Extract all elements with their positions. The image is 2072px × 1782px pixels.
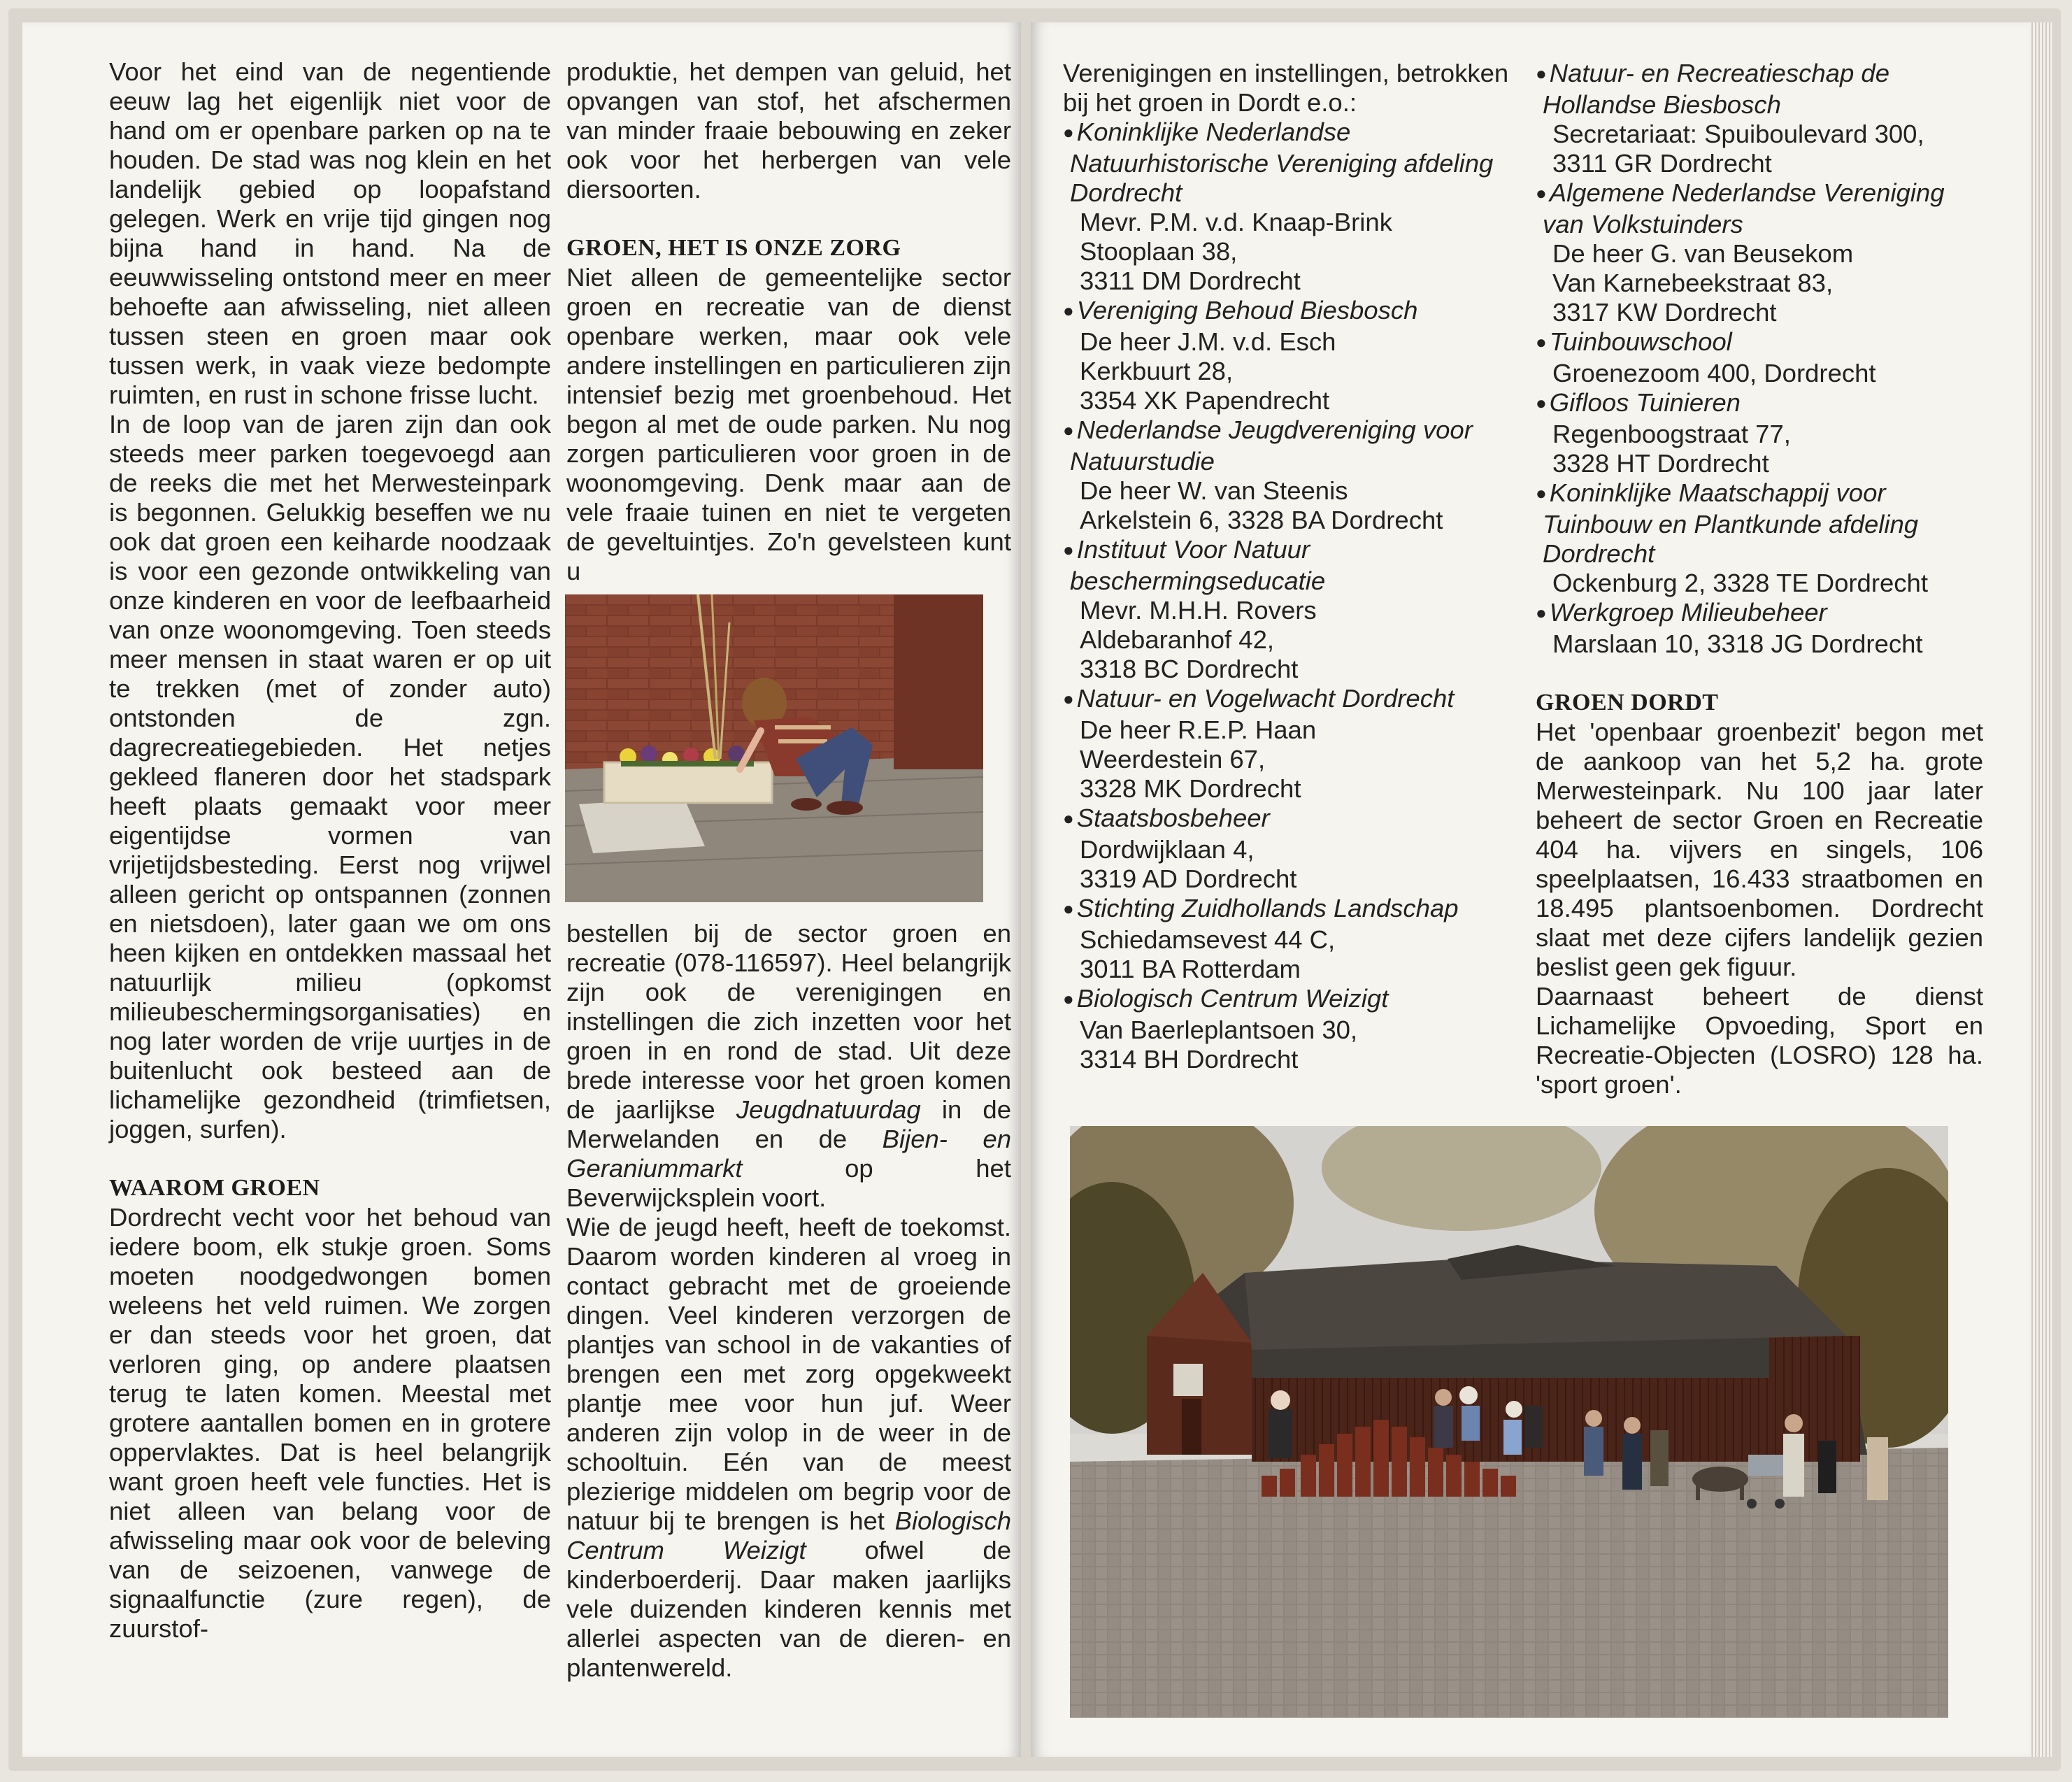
organization-entry	[1063, 804, 1516, 894]
organization-entry	[1536, 178, 1983, 327]
bestellen-text-a: bestellen bij de sector groen en recreatie (078-116597). Heel belangrijk zijn ook de verenigingen en instellingen die zich inzetten voor het groen in en rond de stad. Uit deze brede interesse voor het groen komen de jaarlijkse	[566, 919, 1011, 1124]
continuation-paragraph: produktie, het dempen van geluid, het opvangen van stof, het afschermen van minder fraaie bebouwing en zeker ook voor het herbergen van vele diersoorten.	[566, 57, 1011, 204]
organization-name-text: Natuur- en Vogelwacht Dordrecht	[1076, 684, 1455, 713]
organization-entry	[1063, 684, 1516, 804]
organization-name-text: Vereniging Behoud Biesbosch	[1076, 296, 1418, 325]
middle-column-bottom	[566, 919, 1011, 1683]
jeugd-text-a: Wie de jeugd heeft, heeft de toekomst. Daarom worden kinderen al vroeg in contact gebracht met de groeiende dingen. Veel kinderen verzorgen de plantjes van school in de vakanties of brengen een met zorg opgekweekt plantje mee voor hun juf. Weer anderen zijn volop in de weer in de schooltuin. Eén van de meest plezierige middelen om begrip voor de natuur bij te brengen is het	[566, 1213, 1011, 1535]
organization-address-line: De heer G. van Beusekom	[1552, 239, 1854, 268]
organization-address-line: Regenboogstraat 77,	[1552, 420, 1791, 448]
losro-paragraph: Daarnaast beheert de dienst Lichamelijke Opvoeding, Sport en Recreatie-Objecten (LOSRO) 128 ha. 'sport groen'.	[1536, 982, 1983, 1099]
jeugd-text-b: ofwel de kinderboerderij. Daar maken jaarlijks vele duizenden kinderen kennis met allerlei aspecten van de dieren- en plantenwereld.	[566, 1536, 1011, 1682]
organization-name-text: Stichting Zuidhollands Landschap	[1076, 894, 1459, 922]
organization-name	[1063, 296, 1516, 327]
organization-address-line: Kerkbuurt 28,	[1080, 357, 1234, 385]
organization-address-line: Dordwijklaan 4,	[1080, 835, 1255, 864]
organization-entry	[1536, 388, 1983, 478]
organization-address-line: 3319 AD Dordrecht	[1080, 864, 1297, 893]
organization-address-line: De heer J.M. v.d. Esch	[1080, 327, 1336, 356]
middle-column-top	[566, 57, 1011, 586]
organization-address-line: 3328 HT Dordrecht	[1552, 449, 1769, 478]
organization-address-line: Van Karnebeekstraat 83,	[1552, 269, 1834, 297]
bijenmarkt-text: Bijen- en Geraniummarkt	[566, 1125, 1011, 1183]
organization-name	[1536, 59, 1983, 120]
heading-groen-onze-zorg: GROEN, HET IS ONZE ZORG	[566, 235, 901, 261]
photo-kinderboerderij	[1070, 1126, 1948, 1718]
organization-address-line: 3317 KW Dordrecht	[1552, 298, 1777, 327]
organization-name	[1063, 415, 1516, 476]
jeugdnatuurdag-text: Jeugdnatuurdag	[736, 1095, 921, 1124]
bullet-icon: ●	[1536, 183, 1547, 204]
organization-name	[1536, 178, 1983, 239]
organization-name	[1063, 804, 1516, 835]
organization-name-text: Koninklijke Nederlandse Natuurhistorische Vereniging afdeling Dordrecht	[1070, 117, 1494, 207]
organization-address-line: Groenezoom 400, Dordrecht	[1552, 359, 1876, 387]
organization-name-text: Natuur- en Recreatieschap de Hollandse Biesbosch	[1543, 59, 1889, 119]
bestellen-text-c: op het Beverwijcksplein voort.	[566, 1154, 1011, 1212]
organization-address-line: Van Baerleplantsoen 30,	[1080, 1015, 1358, 1044]
bullet-icon: ●	[1536, 602, 1547, 623]
organization-address-line: Mevr. P.M. v.d. Knaap-Brink	[1080, 208, 1392, 236]
left-page	[22, 22, 1021, 1757]
waarom-groen-paragraph: Dordrecht vecht voor het behoud van iedere boom, elk stukje groen. Soms moeten noodgedwongen bomen weleens het veld ruimen. We zorgen er dan steeds voor het groen, dat verloren ging, op andere plaatsen terug te laten komen. Meestal met grotere aantallen bomen en in grotere oppervlaktes. Dat is heel belangrijk want groen heeft vele functies. Het is niet alleen van belang voor de afwisseling maar ook voor de beleving van de seizoenen, vanwege de signaalfunctie (zure regen), de zuurstof-	[109, 1203, 551, 1643]
organization-entry	[1536, 327, 1983, 388]
organization-address-line: 3314 BH Dordrecht	[1080, 1045, 1299, 1074]
bullet-icon: ●	[1536, 392, 1547, 413]
onze-zorg-paragraph: Niet alleen de gemeentelijke sector groen en recreatie van de dienst openbare werken, maar ook vele andere instellingen en particulieren zijn intensief bezig met groenbehoud. Het begon al met de oude parken. Nu nog zorgen particulieren voor groen in de woonomgeving. Denk maar aan de vele fraaie tuinen en niet te vergeten de geveltuintjes. Zo'n gevelsteen kunt u	[566, 263, 1011, 585]
organization-entry	[1063, 117, 1516, 296]
organization-name-text: Werkgroep Milieubeheer	[1549, 598, 1827, 627]
organization-name-text: Staatsbosbeheer	[1076, 804, 1270, 832]
bullet-icon: ●	[1063, 420, 1074, 441]
organization-name	[1063, 684, 1516, 715]
organization-name-text: Biologisch Centrum Weizigt	[1076, 984, 1389, 1013]
organization-entry	[1063, 894, 1516, 984]
organization-address-line: 3354 XK Papendrecht	[1080, 386, 1330, 415]
bullet-icon: ●	[1063, 988, 1074, 1009]
organization-name	[1536, 478, 1983, 569]
organization-address-line: 3011 BA Rotterdam	[1080, 955, 1301, 983]
organization-name	[1063, 535, 1516, 596]
organization-name-text: Algemene Nederlandse Vereniging van Volkstuinders	[1543, 178, 1945, 238]
bullet-icon: ●	[1063, 539, 1074, 560]
organization-entry	[1063, 296, 1516, 415]
organization-address-line: 3311 DM Dordrecht	[1080, 266, 1301, 295]
groen-dordt-paragraph: Het 'openbaar groenbezit' begon met de aankoop van het 5,2 ha. grote Merwesteinpark. Nu 100 jaar later beheert de sector Groen en Recreatie 404 ha. vijvers en singels, 106 speelplaatsen, 16.433 straatbomen en 18.495 plantsoenbomen. Dordrecht slaat met deze cijfers landelijk gezien beslist geen gek figuur.	[1536, 718, 1983, 981]
organization-name	[1536, 327, 1983, 359]
organizations-list-1	[1063, 117, 1516, 1074]
heading-waarom-groen: WAAROM GROEN	[109, 1175, 320, 1201]
organization-address-line: Ockenburg 2, 3328 TE Dordrecht	[1552, 569, 1928, 597]
organization-entry	[1536, 59, 1983, 178]
organization-name	[1063, 117, 1516, 208]
organization-address-line: Marslaan 10, 3318 JG Dordrecht	[1552, 629, 1923, 658]
organization-entry	[1063, 415, 1516, 535]
bullet-icon: ●	[1063, 688, 1074, 709]
bullet-icon: ●	[1536, 332, 1547, 352]
organizations-list-2	[1536, 59, 1983, 659]
organization-address-line: Aldebaranhof 42,	[1080, 625, 1275, 654]
jeugd-paragraph	[566, 1213, 1011, 1683]
organization-address-line: Weerdestein 67,	[1080, 745, 1266, 774]
organization-address-line: 3328 MK Dordrecht	[1080, 774, 1301, 803]
organization-address-line: Arkelstein 6, 3328 BA Dordrecht	[1080, 506, 1443, 534]
organization-name-text: Tuinbouwschool	[1549, 327, 1732, 356]
booklet-spread	[8, 8, 2061, 1771]
organization-address-line: 3318 BC Dordrecht	[1080, 655, 1299, 683]
organization-address-line: 3311 GR Dordrecht	[1552, 149, 1772, 178]
organization-name-text: Nederlandse Jeugdvereniging voor Natuurstudie	[1070, 415, 1473, 476]
organization-entry	[1063, 535, 1516, 684]
bullet-icon: ●	[1063, 808, 1074, 829]
left-column	[109, 57, 551, 1644]
bestellen-paragraph	[566, 919, 1011, 1213]
organization-address-line: Mevr. M.H.H. Rovers	[1080, 596, 1317, 625]
organizations-intro: Verenigingen en instellingen, betrokken bij het groen in Dordt e.o.:	[1063, 59, 1509, 117]
intro-paragraph: Voor het eind van de negentiende eeuw lag het eigenlijk niet voor de hand om er openbare parken op na te houden. De stad was nog klein en het landelijk gebied op loopafstand gelegen. Werk en vrije tijd gingen nog bijna hand in hand. Na de eeuwwisseling ontstond meer en meer behoefte aan afwisseling, niet alleen tussen steen en groen maar ook tussen werk, in vaak vieze bedompte ruimten, en rust in schone frisse lucht.	[109, 57, 551, 409]
organization-address-line: Schiedamsevest 44 C,	[1080, 925, 1336, 954]
organization-name-text: Koninklijke Maatschappij voor Tuinbouw en Plantkunde afdeling Dordrecht	[1543, 478, 1919, 568]
organization-name	[1063, 984, 1516, 1015]
organization-name-text: Instituut Voor Natuur beschermingseducatie	[1070, 535, 1326, 595]
organization-address-line: De heer R.E.P. Haan	[1080, 715, 1317, 744]
organizations-column-2	[1536, 59, 1983, 1099]
bestellen-text-b: in de Merwelanden en de	[566, 1095, 1012, 1153]
bullet-icon: ●	[1063, 122, 1074, 143]
bullet-icon: ●	[1536, 63, 1547, 84]
photo-child-planting	[565, 594, 983, 902]
organization-address-line: Stooplaan 38,	[1080, 237, 1238, 266]
bullet-icon: ●	[1063, 300, 1074, 321]
organization-name	[1536, 598, 1983, 629]
organization-entry	[1536, 478, 1983, 598]
organization-entry	[1063, 984, 1516, 1074]
parks-paragraph: In de loop van de jaren zijn dan ook steeds meer parken toegevoegd aan de reeks die met het Merwesteinpark is begonnen. Gelukkig beseffen we nu ook dat groen een keiharde noodzaak is voor een gezonde ontwikkeling van onze kinderen en voor de leefbaarheid van onze woonomgeving. Toen steeds meer mensen in staat waren er op uit te trekken (met of zonder auto) ontstonden de zgn. dagrecreatiegebieden. Het netjes gekleed flaneren door het stadspark heeft plaats gemaakt voor meer eigentijdse vormen van vrijetijdsbesteding. Eerst nog vrijwel alleen gericht op ontspannen (zonnen en nietsdoen), later gaan we om ons heen kijken en ontdekken massaal het natuurlijk milieu (opkomst milieubeschermingsorganisaties) en nog later worden de vrije uurtjes in de buitenlucht ook besteed aan de lichamelijke gezondheid (trimfietsen, joggen, surfen).	[109, 410, 551, 1143]
heading-groen-dordt: GROEN DORDT	[1536, 690, 1719, 715]
organization-entry	[1536, 598, 1983, 659]
weizigt-text: Biologisch Centrum Weizigt	[566, 1506, 1011, 1564]
bullet-icon: ●	[1063, 898, 1074, 919]
organization-address-line: De heer W. van Steenis	[1080, 476, 1348, 505]
organizations-column-1	[1063, 59, 1516, 1074]
page-edges	[2029, 22, 2053, 1757]
organization-name	[1063, 894, 1516, 925]
organization-name-text: Gifloos Tuinieren	[1549, 388, 1741, 417]
organization-name	[1536, 388, 1983, 420]
right-page	[1031, 22, 2029, 1757]
organization-address-line: Secretariaat: Spuiboulevard 300,	[1552, 120, 1924, 148]
bullet-icon: ●	[1536, 483, 1547, 504]
